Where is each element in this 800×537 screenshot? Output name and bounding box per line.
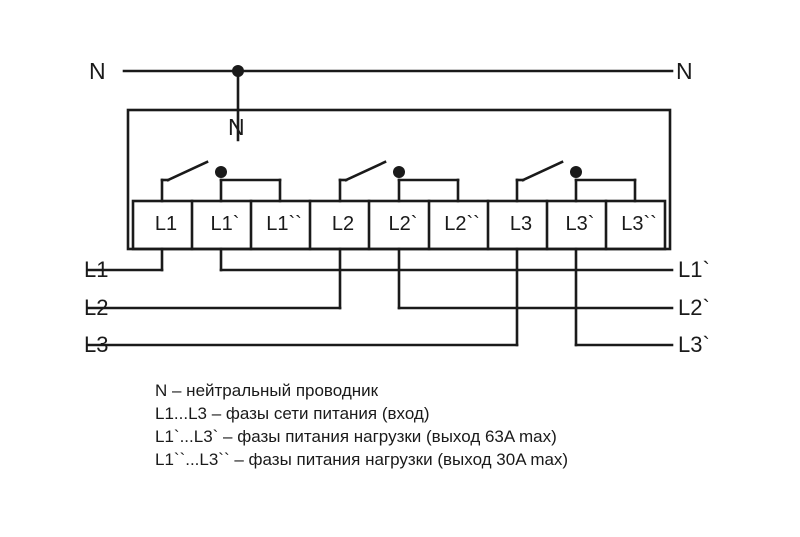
legend-line-out-30a: L1``...L3`` – фазы питания нагрузки (выход 30A max) <box>155 450 569 469</box>
terminal-l3: L3 <box>509 213 533 235</box>
output-label-l3-prime: L3` <box>678 332 710 357</box>
legend-line-phases-in: L1...L3 – фазы сети питания (вход) <box>155 404 430 423</box>
input-label-l1: L1 <box>84 257 109 282</box>
terminal-l2: L2 <box>331 213 355 235</box>
legend-line-n: N – нейтральный проводник <box>155 381 379 400</box>
neutral-left-label: N <box>89 58 106 84</box>
terminal-l1-prime: L1` <box>210 213 240 235</box>
output-label-l2-prime: L2` <box>678 295 710 320</box>
p2-switch-blade <box>346 162 385 180</box>
terminal-l1: L1 <box>154 213 178 235</box>
neutral-inside-label: N <box>228 114 245 140</box>
p2-contact-dot <box>393 166 405 178</box>
terminal-l3-prime: L3` <box>565 213 595 235</box>
terminal-l1-double-prime: L1`` <box>266 213 302 235</box>
p1-switch-blade <box>168 162 207 180</box>
p1-contact-dot <box>215 166 227 178</box>
input-label-l2: L2 <box>84 295 109 320</box>
terminal-l2-prime: L2` <box>388 213 418 235</box>
terminal-l2-double-prime: L2`` <box>444 213 480 235</box>
neutral-junction-dot <box>232 65 244 77</box>
output-label-l1-prime: L1` <box>678 257 710 282</box>
legend <box>155 379 568 471</box>
p3-contact-dot <box>570 166 582 178</box>
input-label-l3: L3 <box>84 332 109 357</box>
p3-switch-blade <box>523 162 562 180</box>
legend-line-out-63a: L1`...L3` – фазы питания нагрузки (выход 63A max) <box>155 427 557 446</box>
terminal-l3-double-prime: L3`` <box>621 213 657 235</box>
neutral-right-label: N <box>676 58 693 84</box>
